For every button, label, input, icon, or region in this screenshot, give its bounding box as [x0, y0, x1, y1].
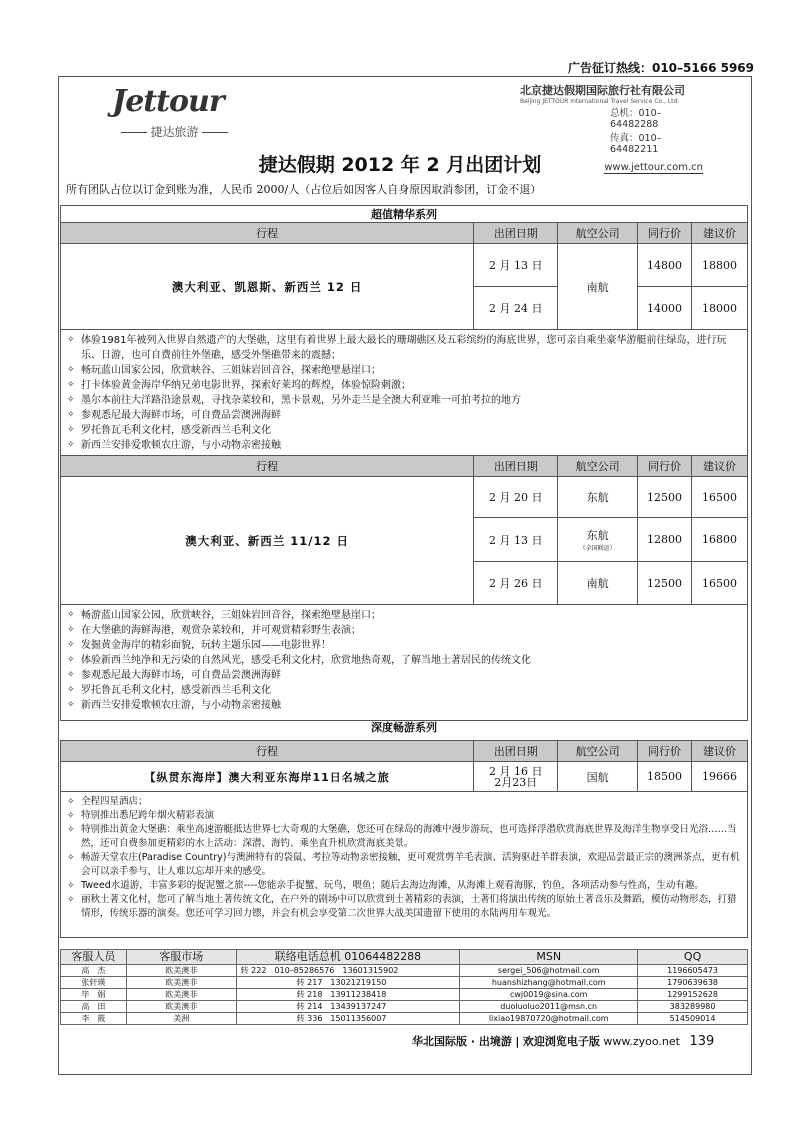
contact-header [61, 950, 748, 965]
staff-msn: sergei_506@hotmail.com [460, 965, 638, 977]
staff-qq: 1196605473 [638, 965, 748, 977]
highlight-item: ✧ 新西兰安排爱歌顿农庄游，与小动物亲密接触 [67, 438, 743, 453]
departure-date: 2 月 20 日 [474, 477, 558, 518]
contact-table [60, 949, 748, 1025]
airline: 南航 [558, 244, 638, 330]
table-row [61, 244, 748, 287]
departure-date: 2 月 13 日 [474, 518, 558, 562]
suggest-price: 18000 [692, 287, 748, 330]
suggest-price: 16800 [692, 518, 748, 562]
table-header [61, 741, 748, 762]
staff-name: 高 田 [61, 1001, 127, 1013]
header-peer-price: 同行价 [638, 741, 692, 762]
contact-header-staff: 客服人员 [61, 950, 127, 965]
company-name-en: Beijing JETTOUR International Travel Service Co., Ltd. [520, 98, 680, 105]
highlight-item: ✧ 新西兰安排爱歌顿农庄游，与小动物亲密接触 [67, 698, 743, 713]
highlight-item: ✧ 发掘黄金海岸的精彩面貌，玩转主题乐园——电影世界！ [67, 638, 743, 653]
suggest-price: 19666 [692, 762, 748, 792]
staff-msn: cwj0019@sina.com [460, 989, 638, 1001]
highlight-item: ✧ 丽秋土著文化村，您可了解当地土著传统文化，在户外的剧场中可以欣赏到土著精彩的表演，土著们将演出传统的原始土著音乐及舞蹈，模仿动物形态，打猎情形，传统乐器的演奏。您还可学习回力镖，并会有机会享受第二次世界大战美国遗留下使用的水陆两用车观光。 [67, 893, 743, 921]
contact-header-market: 客服市场 [126, 950, 236, 965]
company-website[interactable]: www.jettour.com.cn [604, 162, 703, 173]
section-title-deep: 深度畅游系列 [371, 721, 437, 734]
departure-date: 2 月 13 日 [474, 244, 558, 287]
header-suggest-price: 建议价 [692, 741, 748, 762]
staff-name: 毕 娟 [61, 989, 127, 1001]
airline-name: 东航 [586, 529, 609, 542]
header-airline: 航空公司 [558, 741, 638, 762]
table-row [61, 762, 748, 792]
staff-market: 欧美澳非 [126, 1001, 236, 1013]
contact-row [61, 1001, 748, 1013]
contact-row [61, 977, 748, 989]
route-name: 澳大利亚、凯恩斯、新西兰 12 日 [61, 244, 474, 330]
table-header [61, 223, 748, 244]
header-peer-price: 同行价 [638, 223, 692, 244]
logo-subtitle: 捷达旅游 [112, 123, 237, 140]
table-row [61, 477, 748, 518]
departure-date: 2 月 16 日 [488, 764, 543, 778]
section-title-value: 超值精华系列 [61, 206, 748, 223]
peer-price: 12800 [638, 518, 692, 562]
staff-name: 张轩瑛 [61, 977, 127, 989]
airline: 国航 [558, 762, 638, 792]
staff-msn: huanshizhang@hotmail.com [460, 977, 638, 989]
staff-msn: duoluoluo2011@msn.cn [460, 1001, 638, 1013]
highlight-item: ✧ 畅玩蓝山国家公园，欣赏峡谷、三姐妹岩回音谷，探索绝壁悬崖口； [67, 363, 743, 378]
highlight-item: ✧ 全程四星酒店； [67, 795, 743, 809]
staff-name: 李 筱 [61, 1013, 127, 1025]
departure-dates [474, 762, 558, 792]
header-peer-price: 同行价 [638, 456, 692, 477]
airline-note: （全国联运） [579, 545, 616, 552]
header-date: 出团日期 [474, 456, 558, 477]
highlight-item: ✧ 墨尔本前往大洋路沿途景观，寻找杂菜较和，黑卡景观，另外走兰是全澳大利亚唯一可拍考拉的地方 [67, 393, 743, 408]
footer-edition: 华北国际版 · 出境游 [412, 1035, 512, 1048]
ad-hotline: 广告征订热线：010–5166 5969 [567, 61, 754, 75]
airline [558, 518, 638, 562]
highlight-item: ✧ 畅游蓝山国家公园，欣赏峡谷，三姐妹岩回音谷，探索绝壁悬崖口； [67, 608, 743, 623]
staff-phone: 转 336 15011356007 [236, 1013, 460, 1025]
contact-row [61, 989, 748, 1001]
highlight-item: ✧ 参观悉尼最大海鲜市场，可自费品尝澳洲海鲜 [67, 408, 743, 423]
contact-row [61, 1013, 748, 1025]
tour-highlights [61, 605, 748, 721]
peer-price: 14000 [638, 287, 692, 330]
staff-phone: 转 214 13439137247 [236, 1001, 460, 1013]
header-suggest-price: 建议价 [692, 456, 748, 477]
table-header [61, 456, 748, 477]
deposit-notice: 所有团队占位以订金到账为准，人民币 2000/人（占位后如因客人自身原因取消参团，订金不退） [66, 183, 542, 196]
jettour-logo: Jettour [112, 84, 224, 119]
peer-price: 14800 [638, 244, 692, 287]
staff-qq: 1790639638 [638, 977, 748, 989]
staff-market: 欧美澳非 [126, 965, 236, 977]
peer-price: 12500 [638, 562, 692, 605]
header-date: 出团日期 [474, 741, 558, 762]
staff-qq: 514509014 [638, 1013, 748, 1025]
departure-date: 2 月 26 日 [474, 562, 558, 605]
route-name: 澳大利亚、新西兰 11/12 日 [61, 477, 474, 605]
header-suggest-price: 建议价 [692, 223, 748, 244]
tour-table-main [60, 205, 748, 721]
contact-header-qq: QQ [638, 950, 748, 965]
staff-market: 欧美澳非 [126, 977, 236, 989]
tour-table-deep [60, 740, 748, 938]
staff-phone: 转 217 13021219150 [236, 977, 460, 989]
footer-url[interactable]: www.zyoo.net [603, 1035, 680, 1048]
company-fax: 传真：010–64482211 [610, 133, 662, 155]
page-number: 139 [689, 1034, 715, 1049]
staff-phone: 转 218 13911238418 [236, 989, 460, 1001]
header-route: 行程 [61, 223, 474, 244]
company-name-cn: 北京捷达假期国际旅行社有限公司 [520, 84, 685, 97]
staff-name: 高 杰 [61, 965, 127, 977]
airline: 南航 [558, 562, 638, 605]
highlight-item: ✧ 体验1981年被列入世界自然遗产的大堡礁，这里有着世界上最大最长的珊瑚礁区及五彩缤纷的海底世界，您可亲自乘坐豪华游艇前往绿岛，进行玩乐、日游，也可自费前往外堡礁，感受外堡礁带来的震撼； [67, 333, 743, 363]
staff-phone: 转 222 010–85286576 13601315902 [236, 965, 460, 977]
peer-price: 18500 [638, 762, 692, 792]
highlight-item: ✧ 打卡体验黄金海岸华纳兄弟电影世界，探索好莱坞的辉煌，体验惊险刺激； [67, 378, 743, 393]
peer-price: 12500 [638, 477, 692, 518]
highlight-item: ✧ 罗托鲁瓦毛利文化村，感受新西兰毛利文化 [67, 683, 743, 698]
staff-qq: 383289980 [638, 1001, 748, 1013]
header-route: 行程 [61, 741, 474, 762]
highlight-item: ✧ 特别推出黄金大堡礁：乘坐高速游艇抵达世界七大奇观的大堡礁，您还可在绿岛的海滩中漫步游玩，也可选择浮潜欣赏海底世界及海洋生物享受日光浴……当然，还可自费参加更精彩的水上活动：深潜、海钓、乘坐直升机欣赏海底美景。 [67, 823, 743, 851]
suggest-price: 18800 [692, 244, 748, 287]
route-name: 【纵贯东海岸】澳大利亚东海岸11日名城之旅 [61, 762, 474, 792]
page-title: 捷达假期 2012 年 2 月出团计划 [258, 154, 542, 176]
highlight-item: ✧ 体验新西兰纯净和无污染的自然风光，感受毛利文化村，欣赏地热奇观，了解当地土著居民的传统文化 [67, 653, 743, 668]
header-airline: 航空公司 [558, 456, 638, 477]
staff-qq: 1299152628 [638, 989, 748, 1001]
company-phone: 总机：010–64482288 [610, 108, 662, 130]
contact-header-msn: MSN [460, 950, 638, 965]
footer-separator: | [515, 1035, 520, 1048]
contact-header-phone: 联络电话总机 01064482288 [236, 950, 460, 965]
suggest-price: 16500 [692, 477, 748, 518]
highlight-item: ✧ 罗托鲁瓦毛利文化村，感受新西兰毛利文化 [67, 423, 743, 438]
highlight-item: ✧ Tweed水道游，丰富多彩的捉泥蟹之旅----您能亲手捉蟹、玩鸟，喂鱼；随后去海边海滩，从海滩上观看海豚，钓鱼，各项活动参与性高，生动有趣。 [67, 879, 743, 893]
header-route: 行程 [61, 456, 474, 477]
departure-date: 2 月 24 日 [474, 287, 558, 330]
departure-date: 2月23日 [494, 775, 538, 789]
header-airline: 航空公司 [558, 223, 638, 244]
header-date: 出团日期 [474, 223, 558, 244]
highlight-item: ✧ 畅游天堂农庄(Paradise Country)与澳洲特有的袋鼠、考拉等动物亲密接触，更可观赏剪羊毛表演、活狗驱赶羊群表演，欢迎品尝最正宗的澳洲茶点，更有机会可以亲手参与，让人难以忘却开来的感受。 [67, 851, 743, 879]
highlight-item: ✧ 在大堡礁的海鲜海港，观赏杂菜较和，并可观赏精彩野生表演； [67, 623, 743, 638]
footer-welcome: 欢迎浏览电子版 [522, 1035, 600, 1048]
staff-msn: lixiao19870720@hotmail.com [460, 1013, 638, 1025]
page-footer [412, 1033, 714, 1049]
airline: 东航 [558, 477, 638, 518]
staff-market: 美洲 [126, 1013, 236, 1025]
highlight-item: ✧ 特别推出悉尼跨年烟火精彩表演 [67, 809, 743, 823]
contact-row [61, 965, 748, 977]
highlight-item: ✧ 参观悉尼最大海鲜市场，可自费品尝澳洲海鲜 [67, 668, 743, 683]
tour-highlights [61, 330, 748, 456]
staff-market: 欧美澳非 [126, 989, 236, 1001]
suggest-price: 16500 [692, 562, 748, 605]
tour-highlights [61, 792, 748, 938]
